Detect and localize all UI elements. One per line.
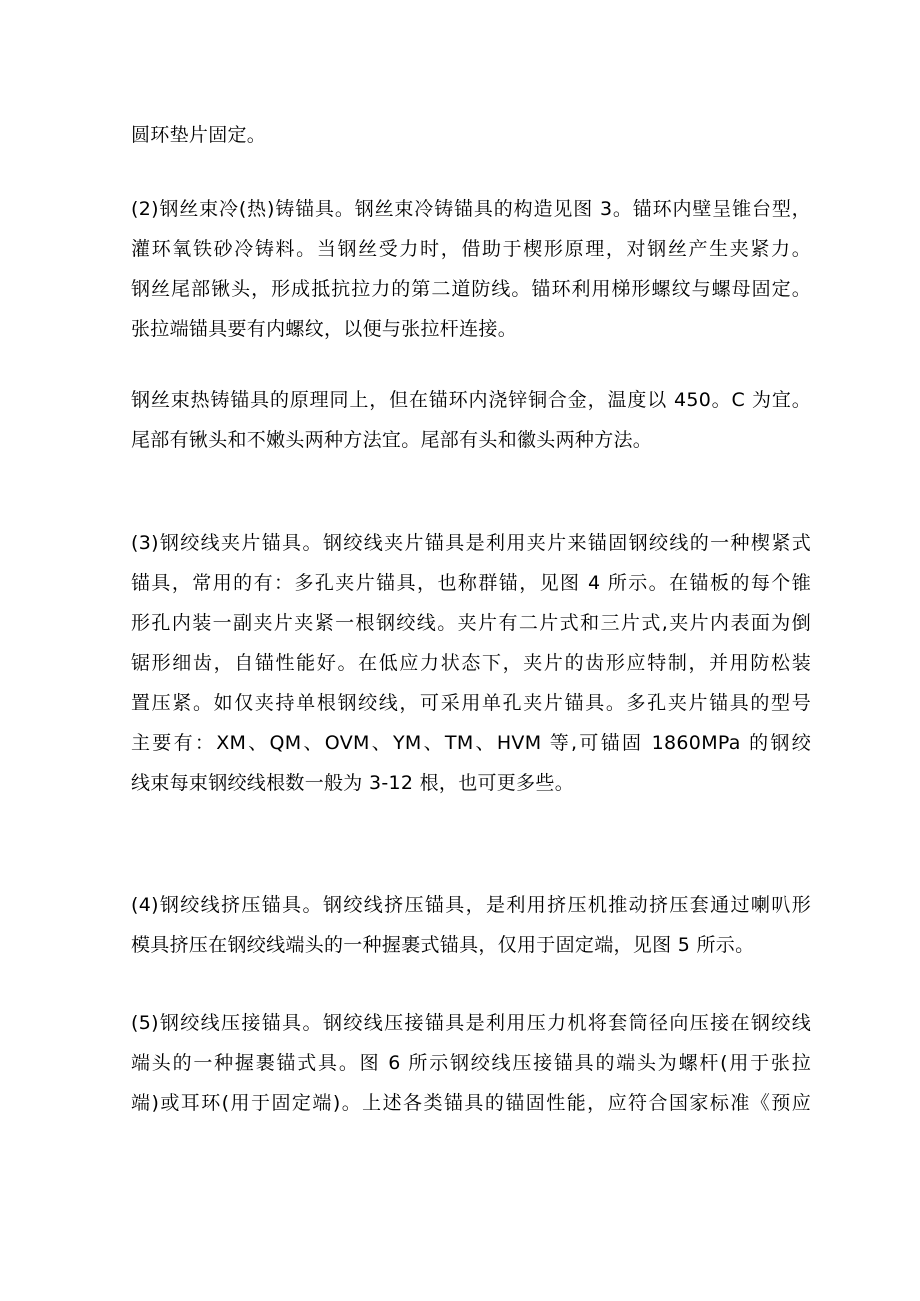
text-line: 圆环垫片固定。: [131, 124, 267, 146]
paragraph-6: [131, 1003, 811, 1123]
text-line: 灌环氧铁砂冷铸料。当钢丝受力时，借助于楔形原理，对钢丝产生夹紧力。: [131, 238, 811, 260]
text-line: 线束每束钢绞线根数一般为 3-12 根，也可更多些。: [131, 772, 575, 794]
text-line: 尾部有锹头和不嫩头两种方法宜。尾部有头和徽头两种方法。: [131, 429, 653, 451]
text-line: (3)钢绞线夹片锚具。钢绞线夹片锚具是利用夹片来锚固钢绞线的一种楔紧式: [131, 532, 811, 554]
text-line: 端)或耳环(用于固定端)。上述各类锚具的锚固性能，应符合国家标准《预应: [131, 1092, 811, 1114]
text-line: (4)钢绞线挤压锚具。钢绞线挤压锚具，是利用挤压机推动挤压套通过喇叭形: [131, 894, 811, 916]
text-line: 钢丝尾部锹头，形成抵抗拉力的第二道防线。锚环利用梯形螺纹与螺母固定。: [131, 278, 811, 300]
paragraph-3: [131, 380, 811, 460]
paragraph-5: [131, 885, 811, 965]
text-line: 端头的一种握裹锚式具。图 6 所示钢绞线压接锚具的端头为螺杆(用于张拉: [131, 1052, 811, 1074]
text-line: 主要有：XM、QM、OVM、YM、TM、HVM 等,可锚固 1860MPa 的钢绞: [131, 732, 811, 754]
text-line: 锯形细齿，自锚性能好。在低应力状态下，夹片的齿形应特制，并用防松装: [131, 652, 811, 674]
paragraph-1: [131, 115, 811, 155]
text-line: (2)钢丝束冷(热)铸锚具。钢丝束冷铸锚具的构造见图 3。锚环内壁呈锥台型，: [131, 198, 811, 220]
text-line: 锚具，常用的有：多孔夹片锚具，也称群锚，见图 4 所示。在锚板的每个锥: [131, 572, 811, 594]
text-line: 模具挤压在钢绞线端头的一种握裹式锚具，仅用于固定端，见图 5 所示。: [131, 934, 755, 956]
paragraph-2: [131, 189, 811, 349]
paragraph-4: [131, 523, 811, 803]
text-line: 形孔内装一副夹片夹紧一根钢绞线。夹片有二片式和三片式,夹片内表面为倒: [131, 612, 811, 634]
text-line: 钢丝束热铸锚具的原理同上，但在锚环内浇锌铜合金，温度以 450。C 为宜。: [131, 389, 811, 411]
text-line: 张拉端锚具要有内螺纹，以便与张拉杆连接。: [131, 318, 518, 340]
text-line: (5)钢绞线压接锚具。钢绞线压接锚具是利用压力机将套筒径向压接在钢绞线: [131, 1012, 811, 1034]
text-line: 置压紧。如仅夹持单根钢绞线，可采用单孔夹片锚具。多孔夹片锚具的型号: [131, 692, 811, 714]
